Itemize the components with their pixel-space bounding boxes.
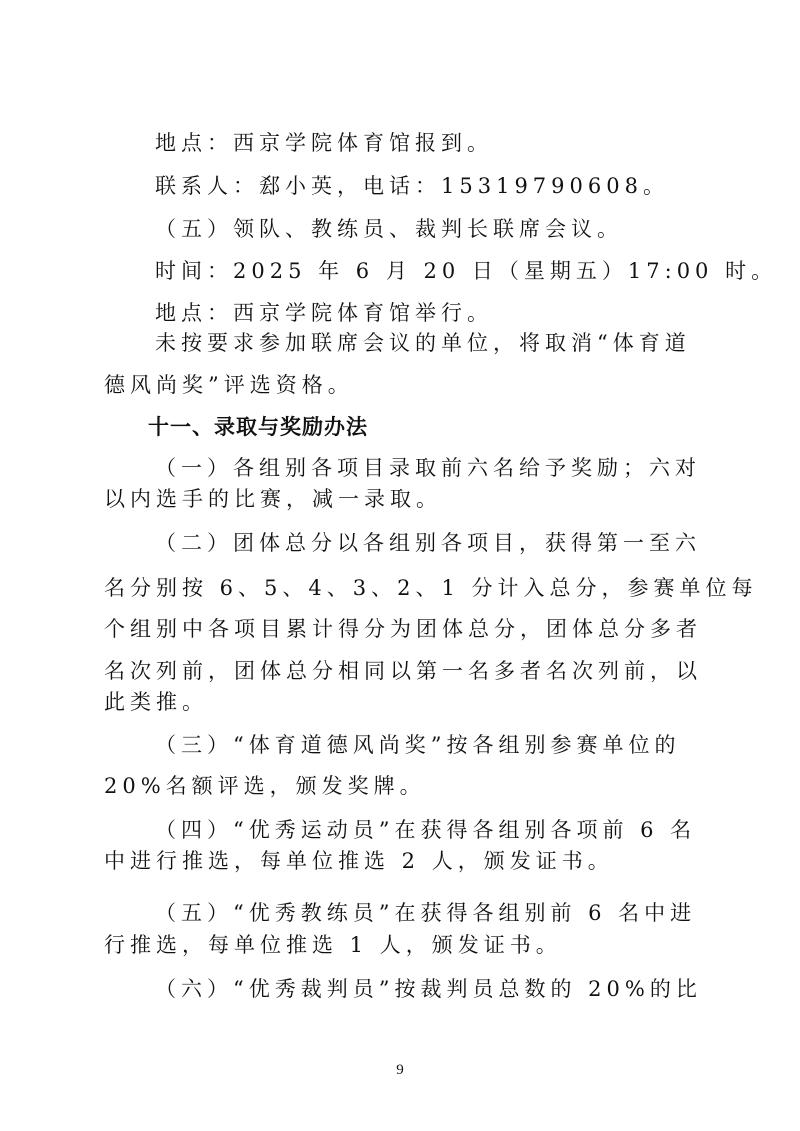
section-heading: 十一、录取与奖励办法: [148, 415, 368, 439]
text-line-award-1a: （一）各组别各项目录取前六名给予奖励；六对: [155, 456, 701, 480]
text-line-meeting-time: 时间：2025 年 6 月 20 日（星期五）17:00 时。: [155, 259, 778, 283]
text-line-award-5a: （五）“优秀教练员”在获得各组别前 6 名中进: [155, 901, 697, 925]
text-line-award-3b: 20%名额评选，颁发奖牌。: [104, 774, 426, 798]
text-line-award-3a: （三）“体育道德风尚奖”按各组别参赛单位的: [155, 733, 681, 757]
text-line-award-5b: 行推选，每单位推选 1 人，颁发证书。: [104, 933, 562, 957]
text-line-notice-1: 未按要求参加联席会议的单位，将取消“体育道: [155, 331, 691, 355]
text-line-notice-2: 德风尚奖”评选资格。: [104, 373, 354, 397]
text-line-award-2a: （二）团体总分以各组别各项目，获得第一至六: [155, 531, 701, 555]
text-line-contact: 联系人：郄小英，电话：15319790608。: [155, 174, 669, 198]
text-line-award-2e: 此类推。: [104, 690, 208, 714]
page-number: 9: [396, 1062, 404, 1078]
text-line-award-6a: （六）“优秀裁判员”按裁判员总数的 20%的比: [155, 977, 702, 1001]
text-line-award-2d: 名次列前，团体总分相同以第一名多者名次列前，以: [104, 659, 702, 683]
text-line-award-4a: （四）“优秀运动员”在获得各组别各项前 6 名: [155, 818, 697, 842]
text-line-award-2c: 个组别中各项目累计得分为团体总分，团体总分多者: [104, 617, 702, 641]
text-line-award-4b: 中进行推选，每单位推选 2 人，颁发证书。: [104, 849, 614, 873]
text-line-meeting-location: 地点：西京学院体育馆举行。: [155, 301, 493, 325]
text-line-meeting-item: （五）领队、教练员、裁判长联席会议。: [155, 217, 623, 241]
text-line-award-2b: 名分别按 6、5、4、3、2、1 分计入总分，参赛单位每: [104, 576, 758, 600]
text-line-award-1b: 以内选手的比赛，减一录取。: [104, 487, 442, 511]
text-line-checkin-location: 地点：西京学院体育馆报到。: [155, 131, 493, 155]
